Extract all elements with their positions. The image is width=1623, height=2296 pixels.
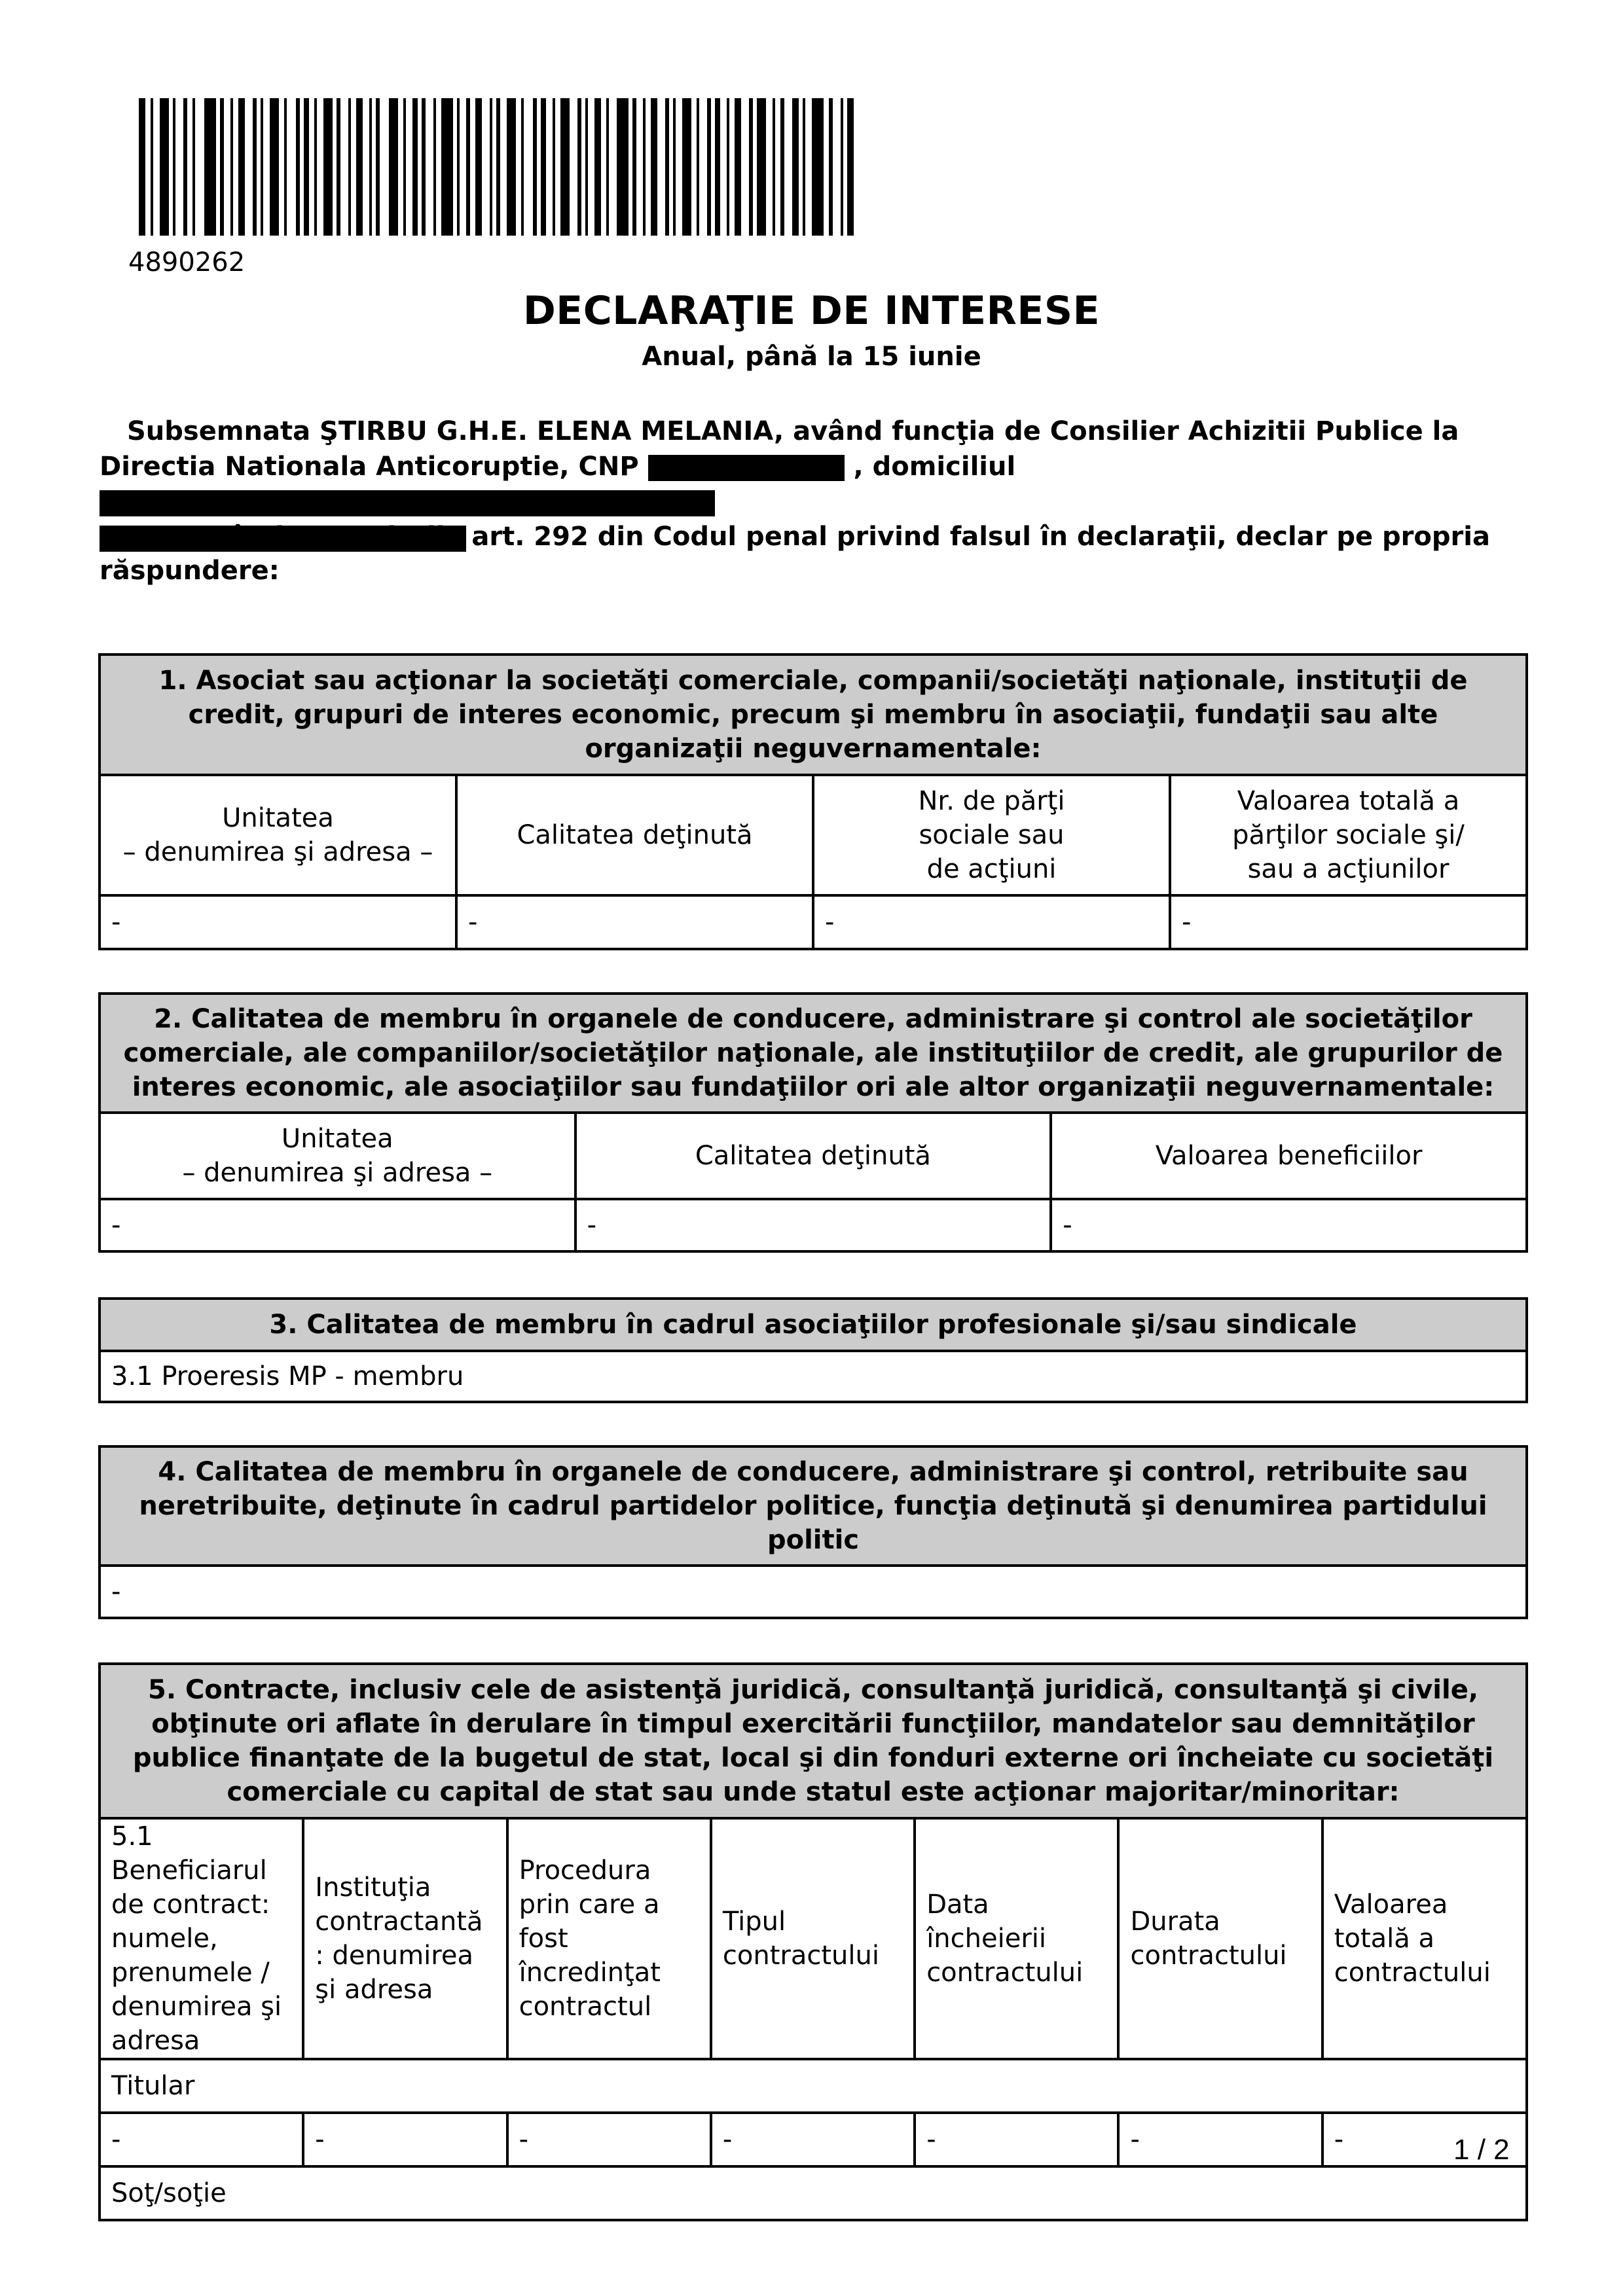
column-header: Valoarea totală a contractului [1322, 1818, 1527, 2059]
barcode-bar [230, 98, 233, 236]
barcode-bar [173, 98, 175, 236]
barcode-bar [697, 98, 699, 236]
barcode-bar [841, 98, 843, 236]
table-cell: - [100, 1199, 575, 1251]
barcode-bar [433, 98, 436, 236]
barcode-bar [594, 98, 601, 236]
barcode-bar [707, 98, 711, 236]
table-row [100, 1566, 1527, 1618]
barcode-bar [632, 98, 636, 236]
column-header: Calitatea deţinută [456, 775, 813, 895]
barcode-bar [803, 98, 805, 236]
barcode-bar [651, 98, 657, 236]
group-label-titular: Titular [100, 2059, 1527, 2113]
legal-statement: cunoscând prevederile art. 292 din Codul penal privind falsul în declaraţii, declar pe propria răspundere: [100, 522, 1490, 586]
table-row [100, 895, 1527, 949]
barcode-number: 4890262 [128, 247, 246, 278]
barcode-bar [422, 98, 426, 236]
column-header: Calitatea deţinută [575, 1113, 1051, 1199]
section-4-table [98, 1445, 1528, 1619]
barcode-bar [348, 98, 351, 236]
column-header: Instituţia contractantă : denumirea şi adresa [303, 1818, 507, 2059]
barcode-bar [496, 98, 500, 236]
table-cell: - [507, 2113, 711, 2166]
redacted-cnp [648, 455, 845, 481]
group-label-spouse: Soţ/soţie [100, 2166, 1527, 2220]
barcode-bar [521, 98, 524, 236]
barcode-bar [560, 98, 570, 236]
barcode-bar [376, 98, 380, 236]
section-2-table [98, 992, 1528, 1253]
barcode-bar [749, 98, 753, 236]
barcode-bar [151, 98, 153, 236]
barcode-bar [847, 98, 854, 236]
section-5-table [98, 1662, 1528, 2221]
redacted-address [100, 490, 715, 516]
barcode-bar [665, 98, 669, 236]
section-1-heading: 1. Asociat sau acţionar la societăţi comerciale, companii/societăţi naţionale, instituţii de credit, grupuri de interes economic, precum şi membru în asociaţii, fundaţii sau alte organizaţii neguvernamentale: [100, 655, 1527, 775]
table-cell: 3.1 Proeresis MP - membru [100, 1351, 1527, 1402]
column-header: Nr. de părţi sociale sau de acţiuni [813, 775, 1170, 895]
barcode [139, 98, 885, 236]
barcode-bar [533, 98, 537, 236]
barcode-bar [541, 98, 546, 236]
barcode-bar [553, 98, 555, 236]
barcode-bar [682, 98, 691, 236]
column-header: Valoarea totală a părţilor sociale şi/ sau a acţiunilor [1170, 775, 1527, 895]
table-row [100, 2113, 1527, 2166]
barcode-bar [261, 98, 263, 236]
barcode-bar [643, 98, 646, 236]
barcode-bar [466, 98, 470, 236]
table-cell: - [1322, 2113, 1527, 2166]
page-number: 1 / 2 [1453, 2134, 1510, 2166]
barcode-bar [412, 98, 418, 236]
table-cell: - [1170, 895, 1527, 949]
column-header: Tipul contractului [711, 1818, 915, 2059]
barcode-bar [606, 98, 609, 236]
barcode-bar [220, 98, 224, 236]
barcode-bar [160, 98, 169, 236]
barcode-bar [183, 98, 187, 236]
barcode-bar [139, 98, 145, 236]
barcode-bar [507, 98, 516, 236]
barcode-bar [773, 98, 775, 236]
table-cell: - [456, 895, 813, 949]
barcode-bar [780, 98, 784, 236]
barcode-bar [490, 98, 492, 236]
barcode-bar [369, 98, 372, 236]
barcode-bar [673, 98, 676, 236]
table-cell: - [711, 2113, 915, 2166]
barcode-bar [337, 98, 340, 236]
column-header: Procedura prin care a fost încredinţat contractul [507, 1818, 711, 2059]
barcode-bar [204, 98, 216, 236]
barcode-bar [238, 98, 245, 236]
column-header: Data încheierii contractului [915, 1818, 1118, 2059]
barcode-bar [475, 98, 482, 236]
barcode-bar [253, 98, 257, 236]
barcode-bar [270, 98, 279, 236]
section-2-heading: 2. Calitatea de membru în organele de conducere, administrare şi control ale societăţilor comerciale, ale companiilor/societăţilor naţionale, ale instituţiilor de credit, ale grupurilor de interes economic, ale asociaţiilor sau fundaţiilor ori ale altor organizaţii neguvernamentale: [100, 994, 1527, 1113]
table-row [100, 1351, 1527, 1402]
column-header: Unitatea – denumirea şi adresa – [100, 1113, 575, 1199]
barcode-bar [829, 98, 833, 236]
table-cell: - [1118, 2113, 1322, 2166]
column-header: Durata contractului [1118, 1818, 1322, 2059]
barcode-bar [812, 98, 824, 236]
barcode-bar [757, 98, 766, 236]
table-cell: - [1051, 1199, 1527, 1251]
table-cell: - [100, 895, 456, 949]
section-5-heading: 5. Contracte, inclusiv cele de asistenţă juridică, consultanţă juridică, consultanţă şi civile, obţinute ori aflate în derulare în timpul exercitării funcţiilor, mandatelor sau demnităţilor publice finanţate de la bugetul de stat, local şi din fonduri externe ori încheiate cu societăţi comerciale cu capital de stat sau unde statul este acţionar majoritar/minoritar: [100, 1664, 1527, 1818]
barcode-bar [727, 98, 729, 236]
barcode-bar [192, 98, 195, 236]
page-subtitle: Anual, până la 15 iunie [642, 342, 981, 372]
barcode-bar [389, 98, 398, 236]
column-header: Valoarea beneficiilor [1051, 1113, 1527, 1199]
barcode-bar [577, 98, 581, 236]
section-3-table [98, 1297, 1528, 1403]
barcode-bar [617, 98, 629, 236]
declarant-text: Subsemnata ŞTIRBU G.H.E. ELENA MELANIA, având funcţia de Consilier Achizitii Publice la Directia Nationala Anticoruptie, CNP [100, 416, 1459, 482]
table-cell: - [575, 1199, 1051, 1251]
address-label: , domiciliul [853, 452, 1016, 482]
column-header: 5.1 Beneficiarul de contract: numele, prenumele / denumirea şi adresa [100, 1818, 303, 2059]
barcode-bar [304, 98, 309, 236]
section-1-table [98, 653, 1528, 950]
barcode-bar [296, 98, 300, 236]
section-3-heading: 3. Calitatea de membru în cadrul asociaţiilor profesionale şi/sau sindicale [100, 1299, 1527, 1351]
table-cell: - [813, 895, 1170, 949]
barcode-bar [441, 98, 453, 236]
barcode-bar [314, 98, 317, 236]
barcode-bar [323, 98, 333, 236]
table-cell: - [915, 2113, 1118, 2166]
barcode-bar [457, 98, 460, 236]
table-cell: - [100, 2113, 303, 2166]
barcode-bar [585, 98, 588, 236]
barcode-bar [356, 98, 363, 236]
barcode-bar [403, 98, 406, 236]
table-row [100, 1199, 1527, 1251]
barcode-bar [284, 98, 287, 236]
table-cell: - [100, 1566, 1527, 1618]
page-title: DECLARAŢIE DE INTERESE [522, 288, 1101, 334]
table-cell: - [303, 2113, 507, 2166]
column-header: Unitatea – denumirea şi adresa – [100, 775, 456, 895]
barcode-bar [715, 98, 720, 236]
section-4-heading: 4. Calitatea de membru în organele de conducere, administrare şi control, retribuite sau neretribuite, deţinute în cadrul partidelor politice, funcţia deţinută şi denumirea partidului politic [100, 1446, 1527, 1566]
barcode-bar [792, 98, 799, 236]
barcode-bar [735, 98, 741, 236]
